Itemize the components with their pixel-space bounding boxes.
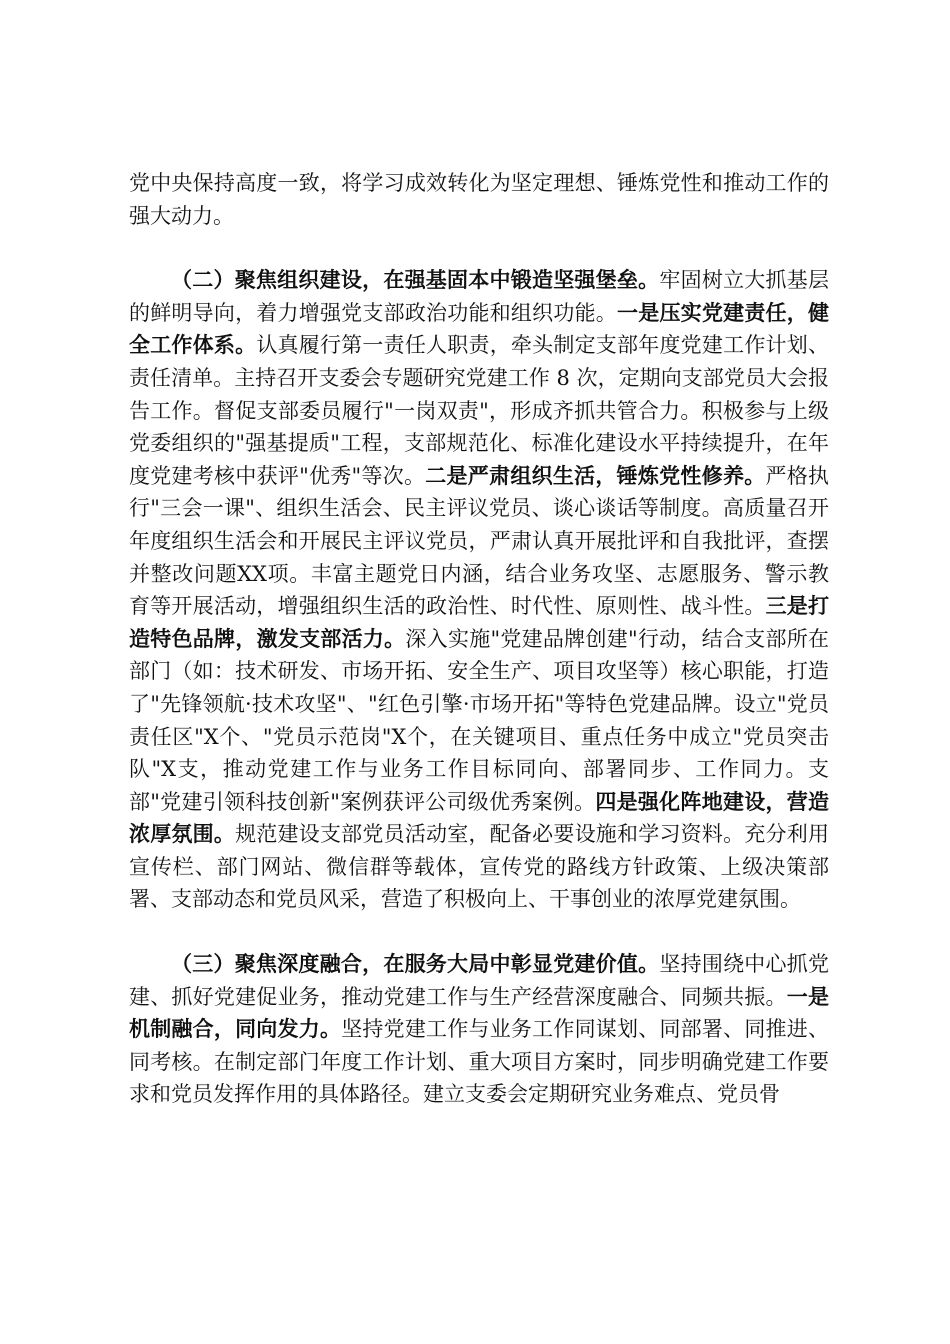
point-heading-4: 四是强化阵地建设，营造浓厚氛围。	[129, 788, 830, 847]
text-run: 牢固树立大抓基层的鲜明导向，着力增强党支部政治功能和组织功能。	[129, 268, 830, 325]
text-run: 坚持党建工作与业务工作同谋划、同部署、同推进、同考核。在制定部门年度工作计划、重大项目方案时，同步明确党建工作要求和党员发挥作用的具体路径。建立支委会定期研究业务难点、党员骨	[129, 1017, 829, 1107]
point-heading-1: 一是机制融合，同向发力。	[129, 983, 829, 1042]
paragraph-1	[129, 167, 829, 232]
paragraph-2	[129, 264, 829, 916]
paragraph-gap	[129, 232, 829, 264]
document-page	[129, 167, 829, 1111]
text-run: 规范建设支部党员活动室，配备必要设施和学习资料。充分利用宣传栏、部门网站、微信群等载体，宣传党的路线方针政策、上级决策部署、支部动态和党员风采，营造了积极向上、干事创业的浓厚党建氛围。	[129, 822, 829, 912]
text-run: 严格执行"三会一课"、组织生活会、民主评议党员、谈心谈话等制度。高质量召开年度组织生活会和开展民主评议党员，严肃认真开展批评和自我批评，查摆并整改问题XX项。丰富主题党日内涵，结合业务攻坚、志愿服务、警示教育等开展活动，增强组织生活的政治性、时代性、原则性、战斗性。	[129, 463, 829, 619]
point-heading-3: 三是打造特色品牌，激发支部活力。	[129, 593, 829, 651]
section-heading-integration: （三）聚焦深度融合，在服务大局中彰显党建价值。	[171, 951, 660, 977]
text-run: 坚持围绕中心抓党建、抓好党建促业务，推动党建工作与生产经营深度融合、同频共振。	[129, 952, 830, 1009]
paragraph-3	[129, 948, 829, 1111]
point-heading-2: 二是严肃组织生活，锤炼党性修养。	[425, 462, 766, 488]
text-run: 认真履行第一责任人职责，牵头制定支部年度党建工作计划、责任清单。主持召开支委会专题研究党建工作 8 次，定期向支部党员大会报告工作。督促支部委员履行"一岗双责"，形成齐抓共管合力。积极参与上级党委组织的"强基提质"工程，支部规范化、标准化建设水平持续提升，在年度党建考核中获评"优秀"等次。	[129, 333, 829, 488]
section-heading-organization: （二）聚焦组织建设，在强基固本中锻造坚强堡垒。	[171, 267, 660, 293]
point-heading-1: 一是压实党建责任，健全工作体系。	[129, 299, 829, 358]
text-run: 深入实施"党建品牌创建"行动，结合支部所在部门（如：技术研发、市场开拓、安全生产、项目攻坚等）核心职能，打造了"先锋领航·技术攻坚"、"红色引擎·市场开拓"等特色党建品牌。设立"党员责任区"X个、"党员示范岗"X个，在关键项目、重点任务中成立"党员突击队"X支，推动党建工作与业务工作目标同向、部署同步、工作同力。支部"党建引领科技创新"案例获评公司级优秀案例。	[129, 626, 829, 814]
text-run: 党中央保持高度一致，将学习成效转化为坚定理想、锤炼党性和推动工作的强大动力。	[129, 171, 829, 228]
paragraph-gap	[129, 916, 829, 948]
